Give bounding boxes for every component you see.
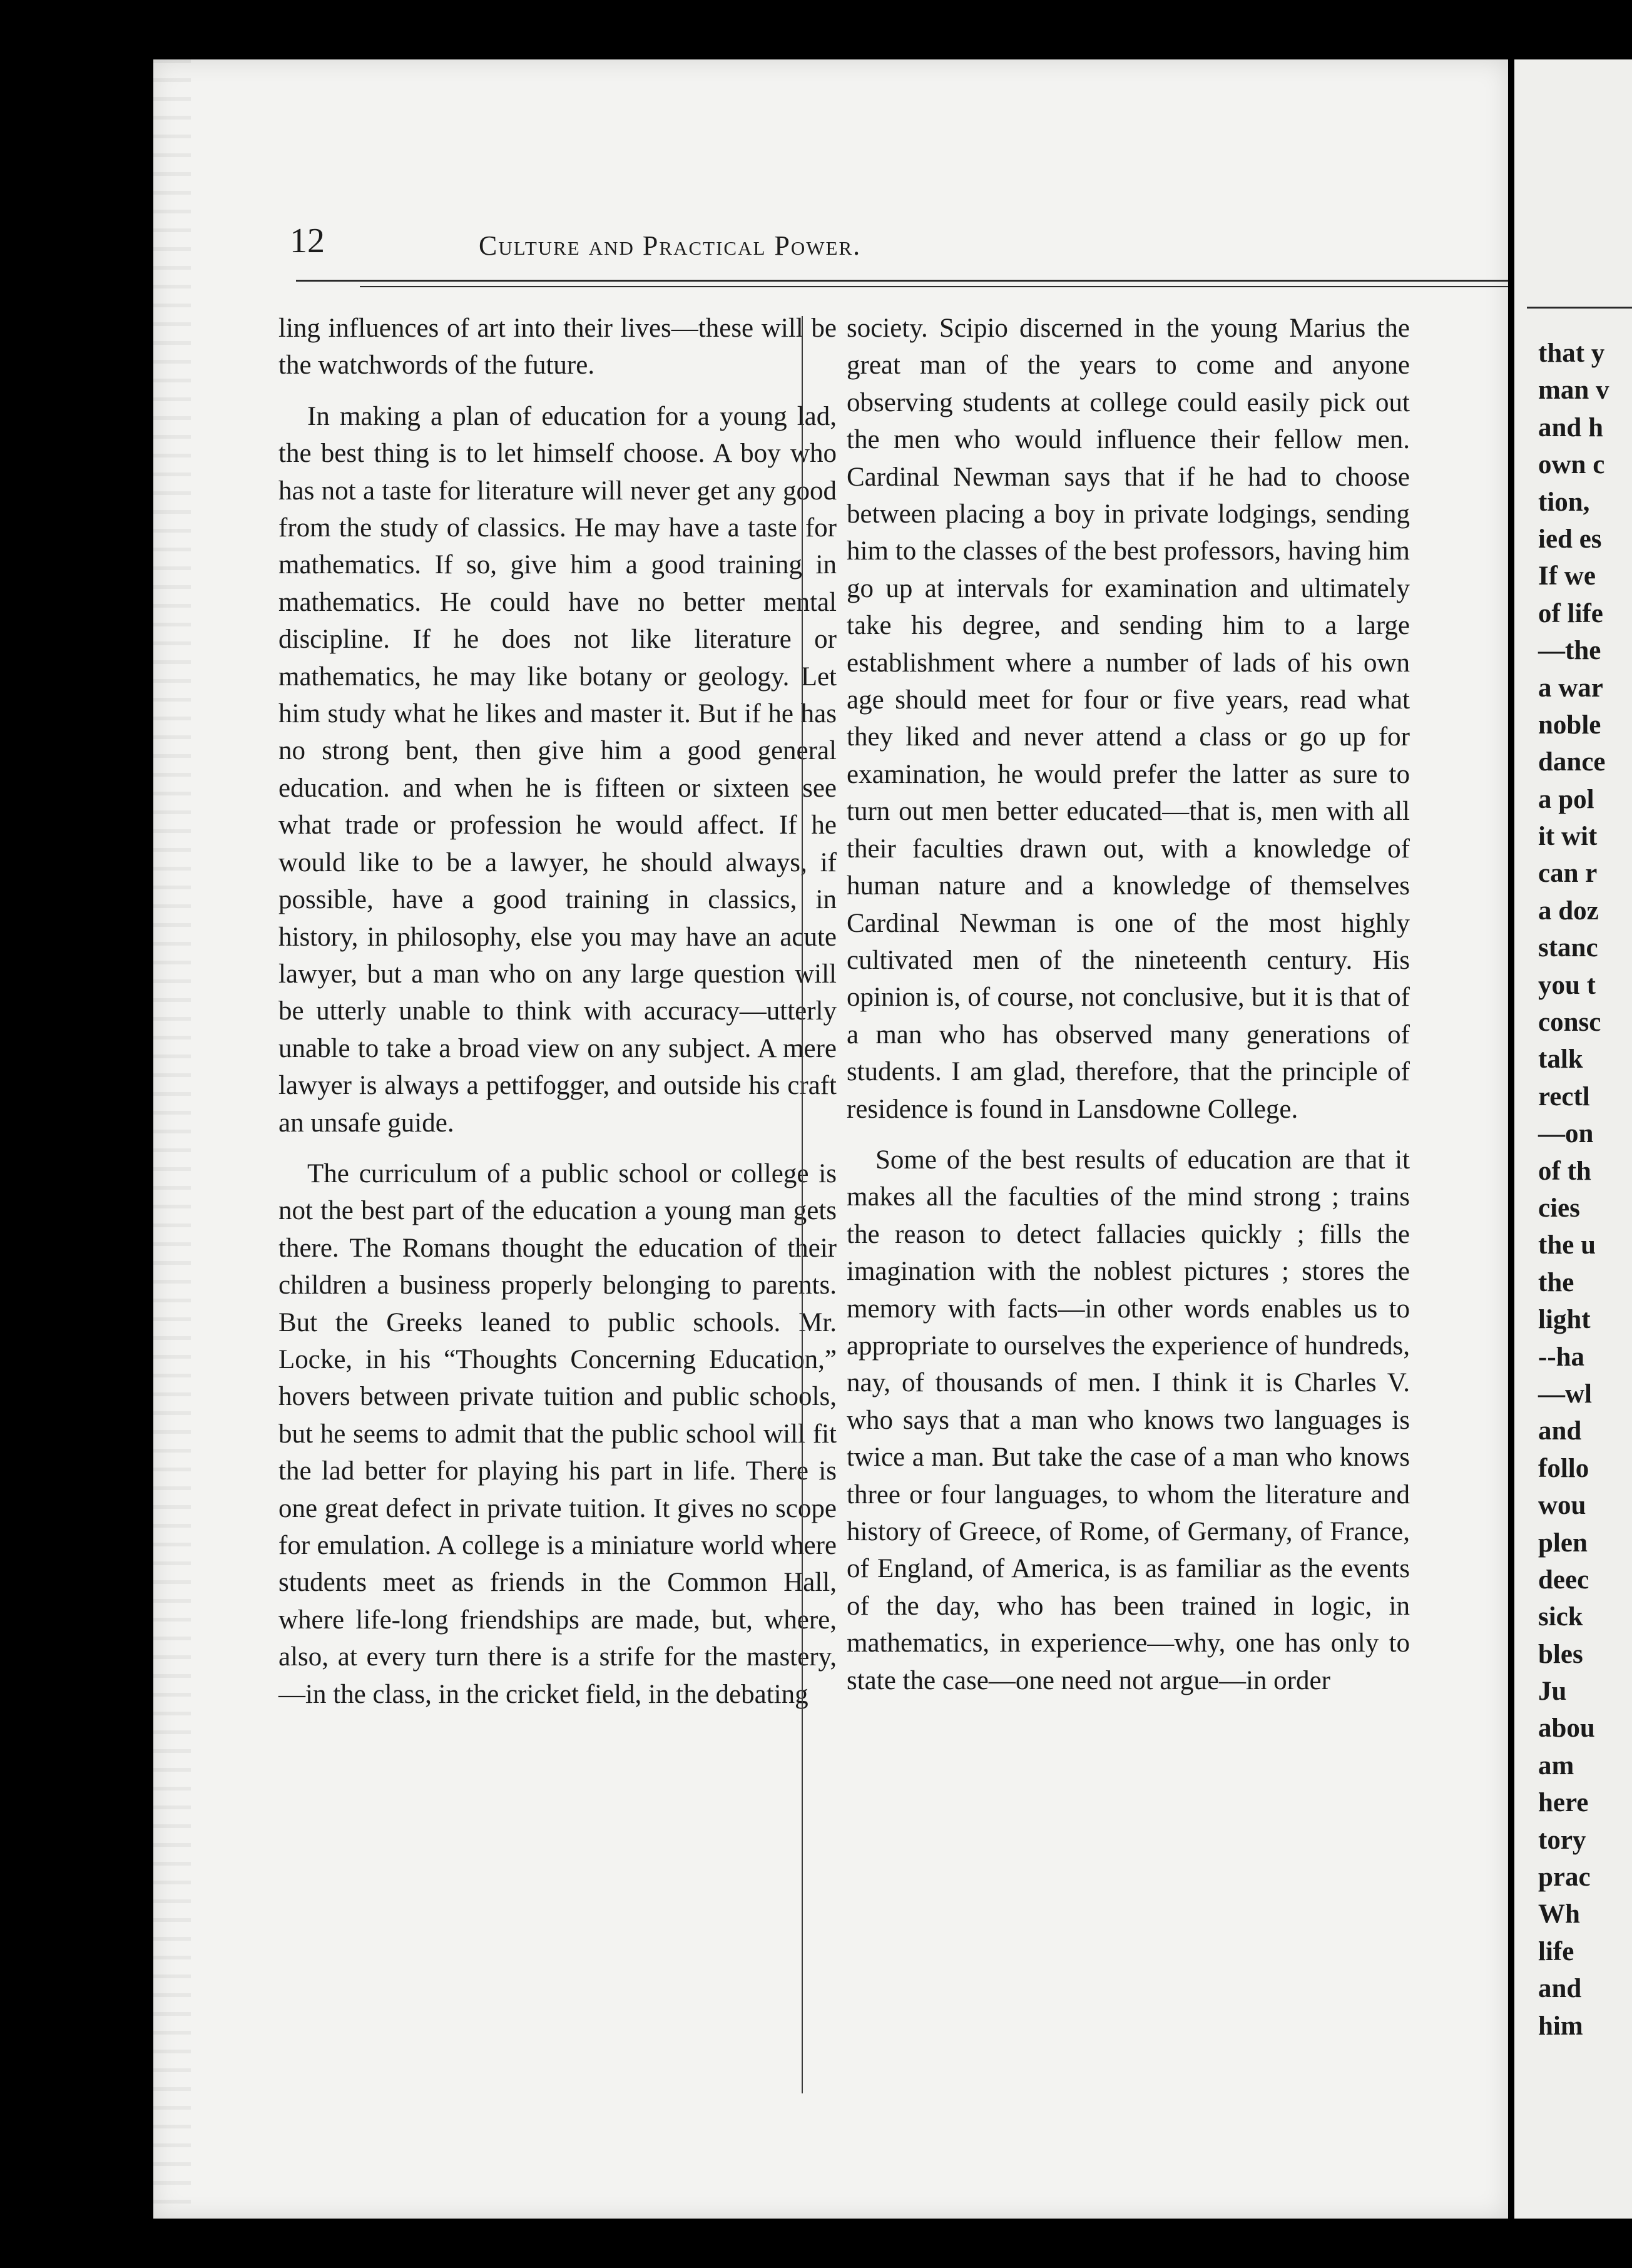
adjacent-line: prac [1538, 1862, 1591, 1893]
adjacent-line: cies [1538, 1193, 1580, 1223]
adjacent-header-rule [1527, 307, 1632, 309]
adjacent-line: ied es [1538, 524, 1602, 554]
page-number: 12 [290, 222, 325, 260]
adjacent-line: deec [1538, 1565, 1589, 1595]
adjacent-line: noble [1538, 710, 1601, 740]
adjacent-line: the u [1538, 1230, 1596, 1260]
running-title: Culture and Practical Power. [479, 230, 862, 261]
adjacent-line: of life [1538, 598, 1603, 628]
paragraph: The curriculum of a public school or college is not the best part of the education a young man gets there. The Romans thought the education of their children a business properly belonging to parents. But the Greeks leaned to public schools. Mr. Locke, in his “Thoughts Concerning Education,” hovers between private tuition and public schools, but he seems to admit that the public school will fit the lad better for playing his part in life. There is one great defect in private tuition. It gives no scope for emulation. A college is a miniature world where students meet as friends in the Common Hall, where life-long friendships are made, but, where, also, at every turn there is a strife for the mastery,—in the class, in the cricket field, in the debating [278, 1158, 837, 1709]
adjacent-line: you t [1538, 970, 1596, 1000]
adjacent-line: own c [1538, 450, 1605, 480]
adjacent-line: a doz [1538, 896, 1599, 926]
adjacent-page-text [1538, 335, 1609, 2045]
adjacent-line: talk [1538, 1045, 1583, 1075]
adjacent-line: —wl [1538, 1379, 1592, 1409]
header-rule-thin [360, 286, 1508, 287]
adjacent-line: bles [1538, 1639, 1583, 1669]
paragraph: In making a plan of education for a young lad, the best thing is to let himself choose. A boy who has not a taste for literature will never get any good from the study of classics. He may have a taste for mathematics. If so, give him a good training in mathematics. He could have no better mental discipline. If he does not like literature or mathematics, he may like botany or geology. Let him study what he likes and master it. But if he has no strong bent, then give him a good general education. and when he is fifteen or sixteen see what trade or profession he would affect. If he would like to be a lawyer, he should always, if possible, have a good training in classics, in history, in philosophy, else you may have an acute lawyer, but a man who on any large question will be utterly unable to think with accuracy—utterly unable to take a broad view on any subject. A mere lawyer is always a pettifogger, and outside his craft an unsafe guide. [278, 401, 837, 1138]
header-rule [296, 280, 1508, 282]
adjacent-line: wou [1538, 1491, 1586, 1521]
adjacent-line: If we [1538, 561, 1596, 591]
adjacent-line: light [1538, 1305, 1591, 1335]
adjacent-line: and [1538, 1416, 1582, 1446]
adjacent-line: man v [1538, 375, 1609, 406]
right-column [847, 310, 1410, 1699]
adjacent-line: tory [1538, 1825, 1586, 1855]
paragraph: ling influences of art into their lives—these will be the watchwords of the future. [278, 314, 837, 381]
adjacent-line: a pol [1538, 784, 1594, 814]
adjacent-line: —the [1538, 636, 1601, 666]
adjacent-line: Wh [1538, 1899, 1580, 1929]
column-divider [802, 316, 803, 2093]
adjacent-line: and [1538, 1974, 1582, 2004]
adjacent-line: am [1538, 1750, 1574, 1780]
adjacent-line: of th [1538, 1156, 1591, 1186]
adjacent-line: a war [1538, 673, 1603, 703]
page-gutter [153, 59, 191, 2219]
adjacent-line: —on [1538, 1119, 1594, 1149]
adjacent-line: can r [1538, 859, 1598, 889]
paragraph: society. Scipio discerned in the young Marius the great man of the years to come and anyone observing students at college could easily pick out the men who would influence their fellow men. Cardinal Newman says that if he had to choose between placing a boy in private lodgings, sending him to the classes of the best professors, having him go up at intervals for examination and ultimately take his degree, and sending him to a large establishment where a number of lads of his own age should meet for four or five years, read what they liked and never attend a class or go up for examination, he would prefer the latter as sure to turn out men better educated—that is, men with all their faculties drawn out, with a knowledge of human nature and a knowledge of themselves Cardinal Newman is one of the most highly cultivated men of the nineteenth century. His opinion is, of course, not conclusive, but it is that of a man who has observed many generations of students. I am glad, therefore, that the principle of residence is found in Lansdowne College. [847, 314, 1410, 1124]
left-column [278, 310, 837, 1713]
adjacent-line: rectl [1538, 1081, 1590, 1111]
adjacent-line: him [1538, 2011, 1583, 2041]
paragraph: Some of the best results of education are that it makes all the faculties of the mind strong ; trains the reason to detect fallacies quickly ; fills the imagination with the noblest pictures ; stores the memory with facts—in other words enables us to appropriate to ourselves the experience of hundreds, nay, of thousands of men. I think it is Charles V. who says that a man who knows two languages is twice a man. But take the case of a man who knows three or four languages, to whom the literature and history of Greece, of Rome, of Germany, of France, of England, of America, is as familiar as the events of the day, who has been trained in logic, in mathematics, in experience—why, one has only to state the case—one need not argue—in order [847, 1145, 1410, 1695]
adjacent-line: sick [1538, 1602, 1583, 1632]
adjacent-line: and h [1538, 412, 1603, 442]
adjacent-line: life [1538, 1936, 1574, 1966]
adjacent-line: it wit [1538, 822, 1598, 852]
adjacent-line: abou [1538, 1714, 1595, 1744]
adjacent-line: dance [1538, 747, 1606, 777]
book-page [153, 59, 1508, 2219]
adjacent-line: tion, [1538, 487, 1590, 517]
adjacent-line: consc [1538, 1008, 1601, 1038]
adjacent-line: Ju [1538, 1677, 1567, 1707]
adjacent-line: the [1538, 1267, 1574, 1297]
adjacent-line: --ha [1538, 1342, 1585, 1372]
adjacent-line: follo [1538, 1453, 1589, 1483]
adjacent-line: stanc [1538, 933, 1598, 963]
adjacent-line: plen [1538, 1528, 1588, 1558]
adjacent-line: here [1538, 1788, 1589, 1818]
adjacent-page-fragment [1514, 59, 1632, 2219]
adjacent-line: that y [1538, 339, 1605, 368]
